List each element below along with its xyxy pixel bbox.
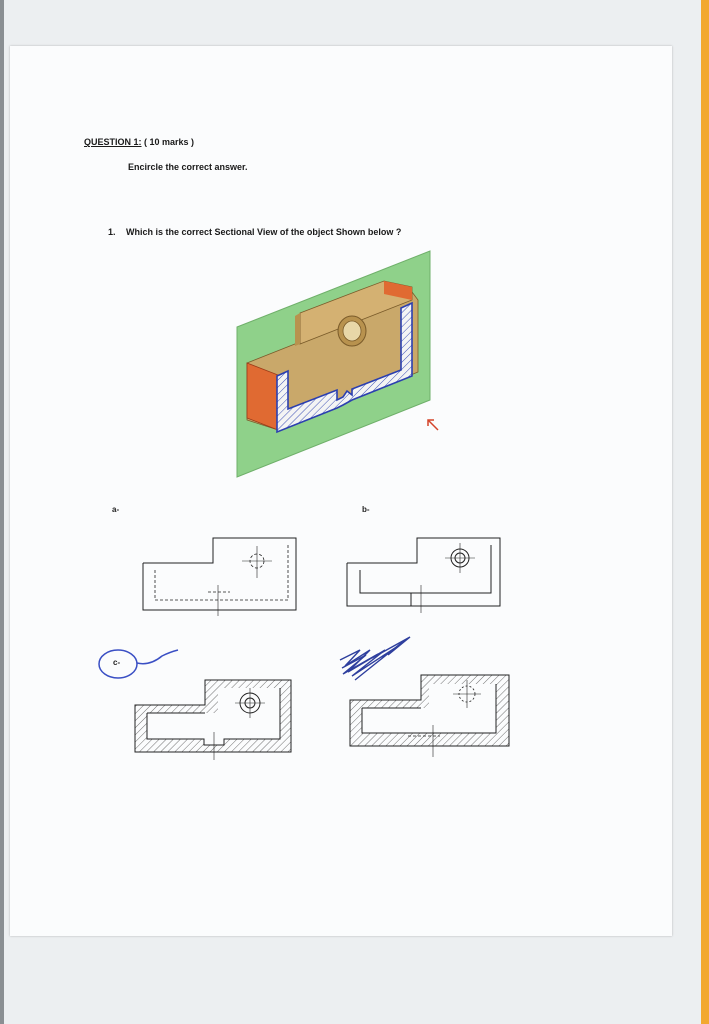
hole-inner (343, 321, 361, 341)
question-number: 1. (108, 227, 116, 237)
question-label: QUESTION 1: (84, 137, 142, 147)
option-c-drawing[interactable] (135, 680, 291, 760)
option-d-drawing[interactable] (350, 675, 509, 757)
option-b-drawing[interactable] (347, 538, 500, 613)
question-instruction: Encircle the correct answer. (128, 162, 248, 172)
answer-circle-c (99, 650, 178, 678)
cut-face-left (247, 363, 278, 430)
option-a-drawing[interactable] (143, 538, 296, 616)
option-c-label[interactable]: c- (113, 658, 121, 667)
question-marks: ( 10 marks ) (144, 137, 195, 147)
viewing-direction-arrow (428, 420, 438, 430)
isometric-sectional-object (237, 251, 438, 477)
option-b-label[interactable]: b- (362, 505, 370, 514)
option-a-label[interactable]: a- (112, 505, 120, 514)
question-text: Which is the correct Sectional View of the object Shown below ? (126, 227, 402, 237)
scribble-d (340, 637, 410, 680)
